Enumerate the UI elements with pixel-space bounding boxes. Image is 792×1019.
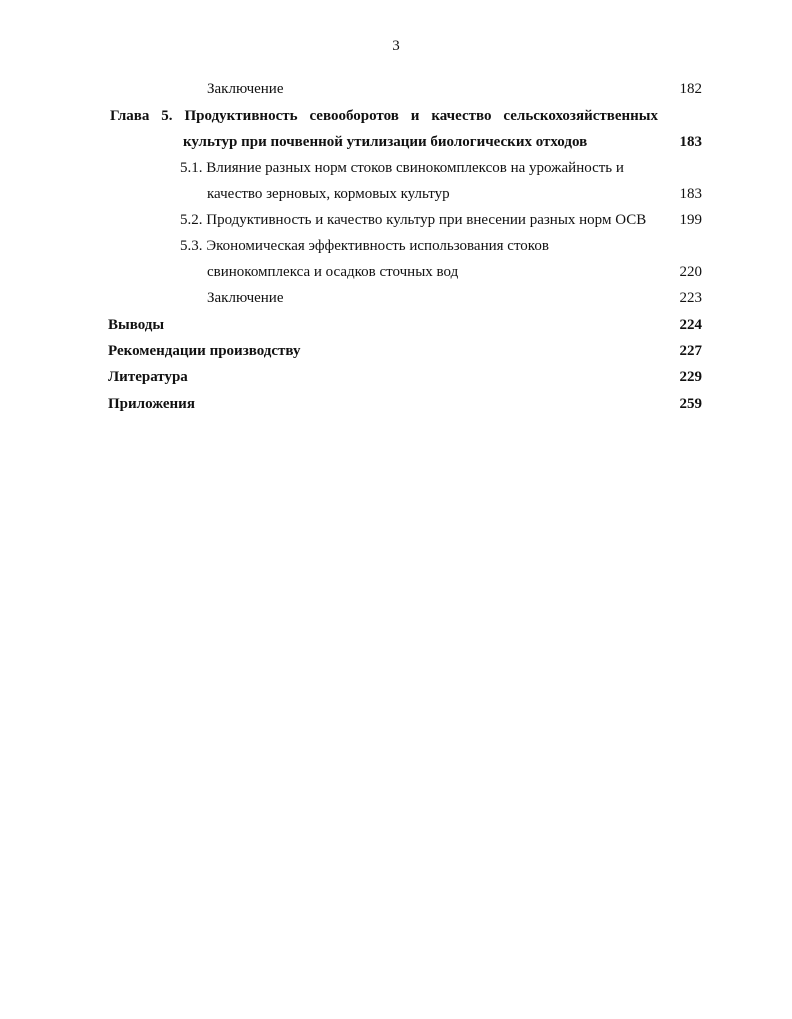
toc-entry-conclusion-ch5: Заключение — [207, 290, 284, 306]
toc-entry-chapter-5-line2: культур при почвенной утилизации биологических отходов — [183, 134, 588, 150]
toc-entry-chapter-5-line1: Глава 5. Продуктивность севооборотов и качество сельскохозяйственных — [110, 108, 658, 124]
toc-entry-5-2: 5.2. Продуктивность и качество культур при внесении разных норм ОСВ — [180, 212, 647, 228]
toc-page-5-3: 220 — [679, 264, 702, 280]
toc-entry-conclusions: Выводы — [108, 317, 165, 333]
toc-page-chapter-5: 183 — [679, 134, 702, 150]
toc-entry-recommendations: Рекомендации производству — [108, 343, 301, 359]
toc-entry-conclusion-ch4: Заключение — [207, 81, 284, 97]
page-number: 3 — [392, 38, 400, 54]
toc-entry-literature: Литература — [108, 369, 188, 385]
toc-page-conclusion-ch5: 223 — [679, 290, 702, 306]
toc-entry-5-1-line1: 5.1. Влияние разных норм стоков свинокомплексов на урожайность и — [180, 160, 624, 176]
toc-entry-appendices: Приложения — [108, 396, 195, 412]
toc-entry-5-1-line2: качество зерновых, кормовых культур — [207, 186, 450, 202]
toc-entry-5-3-line1: 5.3. Экономическая эффективность использования стоков — [180, 238, 549, 254]
toc-page-appendices: 259 — [679, 396, 702, 412]
toc-page-5-1: 183 — [679, 186, 702, 202]
toc-page-literature: 229 — [679, 369, 702, 385]
toc-entry-5-3-line2: свинокомплекса и осадков сточных вод — [207, 264, 459, 280]
toc-page-conclusions: 224 — [679, 317, 702, 333]
toc-page-recommendations: 227 — [679, 343, 702, 359]
toc-page-conclusion-ch4: 182 — [679, 81, 702, 97]
toc-page-5-2: 199 — [679, 212, 702, 228]
